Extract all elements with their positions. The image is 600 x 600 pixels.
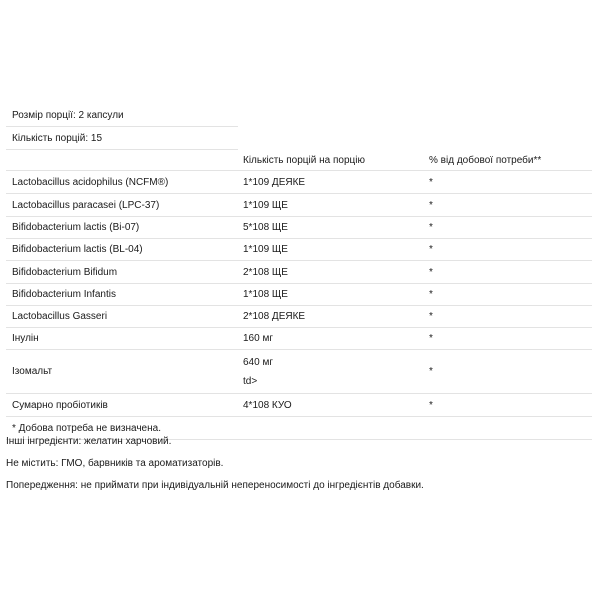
ingredient-daily-value: * [429,266,433,278]
ingredient-daily-value: * [429,222,433,233]
ingredient-daily-value: * [429,289,433,300]
ingredient-daily-value: * [429,176,433,188]
ingredient-daily-value: * [429,199,433,211]
ingredient-name: Bifidobacterium Infantis [12,289,116,300]
ingredient-amount: 1*109 ЩЕ [243,199,288,211]
serving-size: Розмір порції: 2 капсули [12,109,124,121]
other-ingredients: Інші інгредієнти: желатин харчовий. [6,436,172,447]
ingredient-daily-value: * [429,366,433,377]
ingredient-name: Ізомальт [12,366,53,377]
ingredient-daily-value: * [429,311,433,322]
ingredient-name: Lactobacillus acidophilus (NCFM®) [12,176,169,188]
table-row [6,217,592,239]
table-row [6,171,592,194]
warning: Попередження: не приймати при індивідуальній непереносимості до інгредієнтів добавки. [6,480,424,491]
ingredient-name: Bifidobacterium lactis (BL-04) [12,244,143,255]
ingredient-amount: 160 мг [243,333,273,344]
table-row [6,239,592,261]
ingredient-amount: 1*109 ЩЕ [243,244,288,255]
ingredient-name: Lactobacillus paracasei (LPC-37) [12,199,160,211]
ingredient-amount: 2*108 ЩЕ [243,266,288,278]
ingredient-daily-value: * [429,244,433,255]
ingredient-amount-cell [243,350,273,393]
table-row [6,306,592,328]
table-row [6,328,592,350]
table-row [6,394,592,417]
ingredient-amount: 640 мг [243,357,273,368]
free-from: Не містить: ГМО, барвників та ароматизаторів. [6,458,224,469]
serving-count: Кількість порцій: 15 [12,132,103,144]
ingredient-name: Lactobacillus Gasseri [12,311,108,322]
table-row [6,194,592,217]
ingredient-amount-extra: td> [243,376,258,387]
ingredient-amount: 5*108 ЩЕ [243,222,288,233]
ingredient-name: Інулін [12,333,39,344]
ingredient-name: Сумарно пробіотиків [12,399,108,411]
ingredient-daily-value: * [429,333,433,344]
table-header-row [6,150,592,171]
amount-header: Кількість порцій на порцію [243,154,365,166]
table-row [6,261,592,284]
serving-size-row [6,104,238,127]
supplement-facts-table [6,104,592,440]
ingredient-amount: 2*108 ДЕЯКЕ [243,311,306,322]
serving-count-row [6,127,238,150]
footnote: * Добова потреба не визначена. [12,422,161,434]
daily-value-header: % від добової потреби** [429,154,542,166]
ingredient-name: Bifidobacterium Bifidum [12,266,118,278]
ingredient-daily-value: * [429,399,433,411]
table-row [6,350,592,394]
ingredient-amount: 1*108 ЩЕ [243,289,288,300]
ingredient-amount: 4*108 КУО [243,399,292,411]
ingredient-amount: 1*109 ДЕЯКЕ [243,176,306,188]
ingredient-name: Bifidobacterium lactis (Bi-07) [12,222,140,233]
table-row [6,284,592,306]
